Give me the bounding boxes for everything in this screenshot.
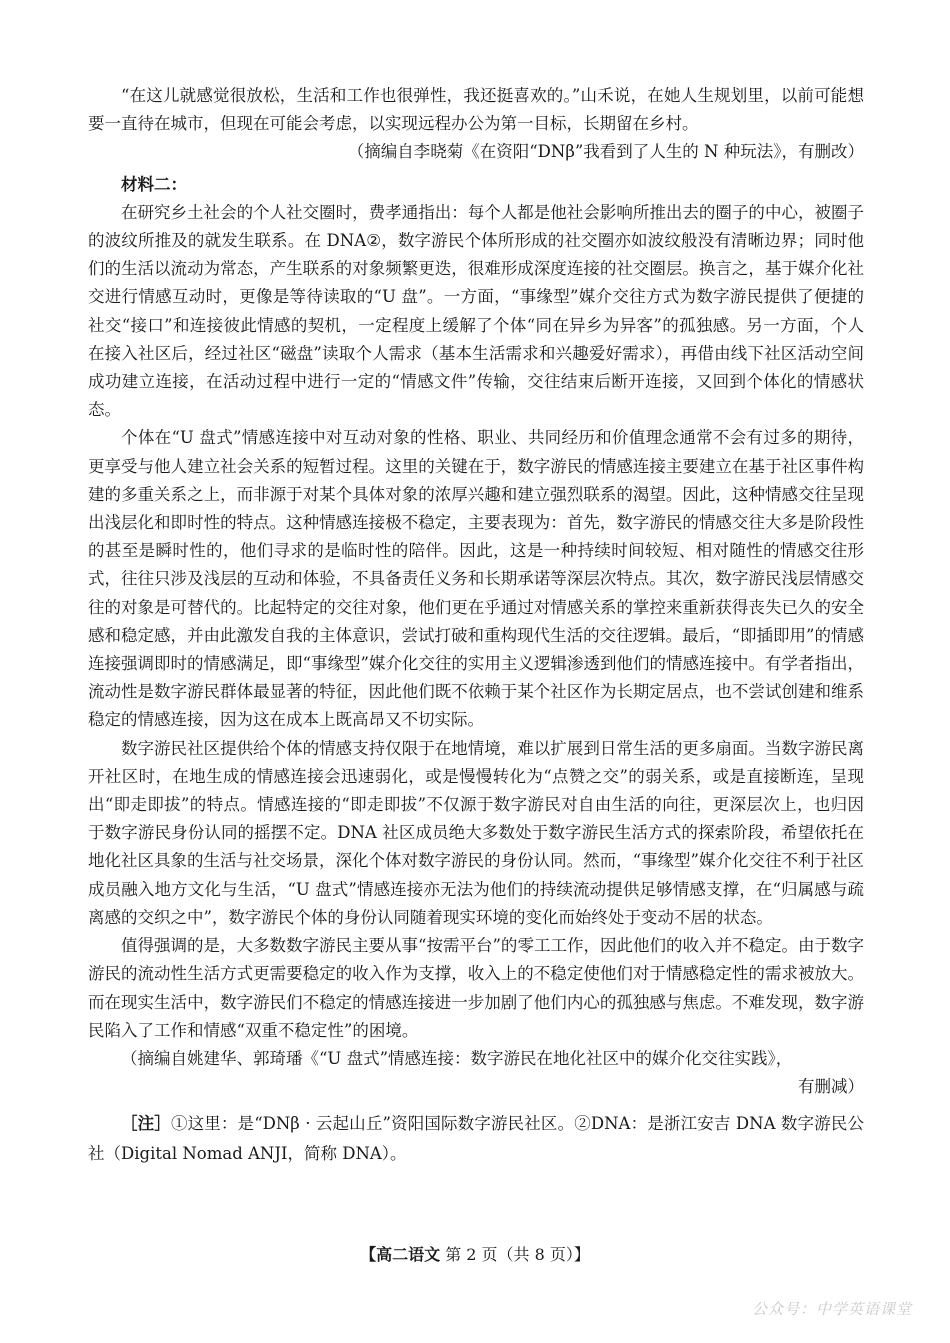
footer-subject: 【高二语文 [360, 1245, 441, 1264]
material-two-source: （摘编自姚建华、郭琦璠《“U 盘式”情感连接：数字游民在地化社区中的媒介化交往实践》， [121, 1048, 793, 1068]
material-one-paragraph: “在这儿就感觉很放松，生活和工作也很弹性，我还挺喜欢的。”山禾说，在她人生规划里，以前可能想要一直待在城市，但现在可能会考虑，以实现远程办公为第一目标，长期留在乡村。 [88, 86, 864, 134]
material-two-heading: 材料二： [121, 174, 187, 194]
notes-label: ［注］ [121, 1114, 171, 1134]
material-two-source-tail: 有删减） [798, 1077, 864, 1097]
material-two-paragraph-3: 数字游民社区提供给个体的情感支持仅限于在地情境，难以扩展到日常生活的更多扇面。当数字游民离开社区时，在地生成的情感连接会迅速弱化，或是慢慢转化为“点赞之交”的弱关系，或是直接断连，呈现出“即走即拔”的特点。情感连接的“即走即拔”不仅源于数字游民对自由生活的向往，更深层次上，也归因于数字游民身份认同的摇摆不定。DNA 社区成员绝大多数处于数字游民生活方式的探索阶段，希望依托在地化社区具象的生活与社交场景，深化个体对数字游民的身份认同。然而，“事缘型”媒介化交往不利于社区成员融入地方文化与生活，“U 盘式”情感连接亦无法为他们的持续流动提供足够情感支撑，在“归属感与疏离感的交织之中”，数字游民个体的身份认同随着现实环境的变化而始终处于变动不居的状态。 [88, 738, 864, 927]
material-two-paragraph-1: 在研究乡土社会的个人社交圈时，费孝通指出：每个人都是他社会影响所推出去的圈子的中心，被圈子的波纹所推及的就发生联系。在 DNA②，数字游民个体所形成的社交圈亦如波纹般没有清晰边界；同时他们的生活以流动为常态，产生联系的对象频繁更迭，很难形成深度连接的社交圈层。换言之，基于媒介化社交进行情感互动时，更像是等待读取的“U 盘”。一方面，“事缘型”媒介交往方式为数字游民提供了便捷的社交“接口”和连接彼此情感的契机，一定程度上缓解了个体“同在异乡为异客”的孤独感。另一方面，个人在接入社区后，经过社区“磁盘”读取个人需求（基本生活需求和兴趣爱好需求），再借由线下社区活动空间成功建立连接，在活动过程中进行一定的“情感文件”传输，交往结束后断开连接，又回到个体化的情感状态。 [88, 202, 864, 420]
footer-page-info: 第 2 页（共 8 页）】 [445, 1245, 590, 1264]
material-one-source: （摘编自李晓菊《在资阳“DNβ”我看到了人生的 N 种玩法》，有删改） [347, 142, 864, 162]
watermark: 公众号：中学英语课堂 [751, 1300, 912, 1318]
footnotes [88, 1109, 864, 1169]
page-body [88, 82, 864, 1169]
notes-text: ①这里：是“DNβ · 云起山丘”资阳国际数字游民社区。②DNA：是浙江安吉 DNA 数字游民公社（Digital Nomad ANJI，简称 DNA）。 [88, 1114, 864, 1164]
material-two-paragraph-2: 个体在“U 盘式”情感连接中对互动对象的性格、职业、共同经历和价值理念通常不会有过多的期待，更享受与他人建立社会关系的短暂过程。这里的关键在于，数字游民的情感连接主要建立在基于社区事件构建的多重关系之上，而非源于对某个具体对象的浓厚兴趣和建立强烈联系的渴望。因此，这种情感交往呈现出浅层化和即时性的特点。这种情感连接极不稳定，主要表现为：首先，数字游民的情感交往大多是阶段性的甚至是瞬时性的，他们寻求的是临时性的陪伴。因此，这是一种持续时间较短、相对随性的情感交往形式，往往只涉及浅层的互动和体验，不具备责任义务和长期承诺等深层次特点。其次，数字游民浅层情感交往的对象是可替代的。比起特定的交往对象，他们更在乎通过对情感关系的掌控来重新获得丧失已久的安全感和稳定感，并由此激发自我的主体意识，尝试打破和重构现代生活的交往逻辑。最后，“即插即用”的情感连接强调即时的情感满足，即“事缘型”媒介化交往的实用主义逻辑渗透到他们的情感连接中。有学者指出，流动性是数字游民群体最显著的特征，因此他们既不依赖于某个社区作为长期定居点，也不尝试创建和维系稳定的情感连接，因为这在成本上既高昂又不切实际。 [88, 428, 864, 730]
page-footer [0, 1244, 950, 1266]
material-two-paragraph-4: 值得强调的是，大多数数字游民主要从事“按需平台”的零工工作，因此他们的收入并不稳定。由于数字游民的流动性生活方式更需要稳定的收入作为支撑，收入上的不稳定使他们对于情感稳定性的需求被放大。而在现实生活中，数字游民们不稳定的情感连接进一步加剧了他们内心的孤独感与焦虑。不难发现，数字游民陷入了工作和情感“双重不稳定性”的困境。 [88, 936, 864, 1040]
